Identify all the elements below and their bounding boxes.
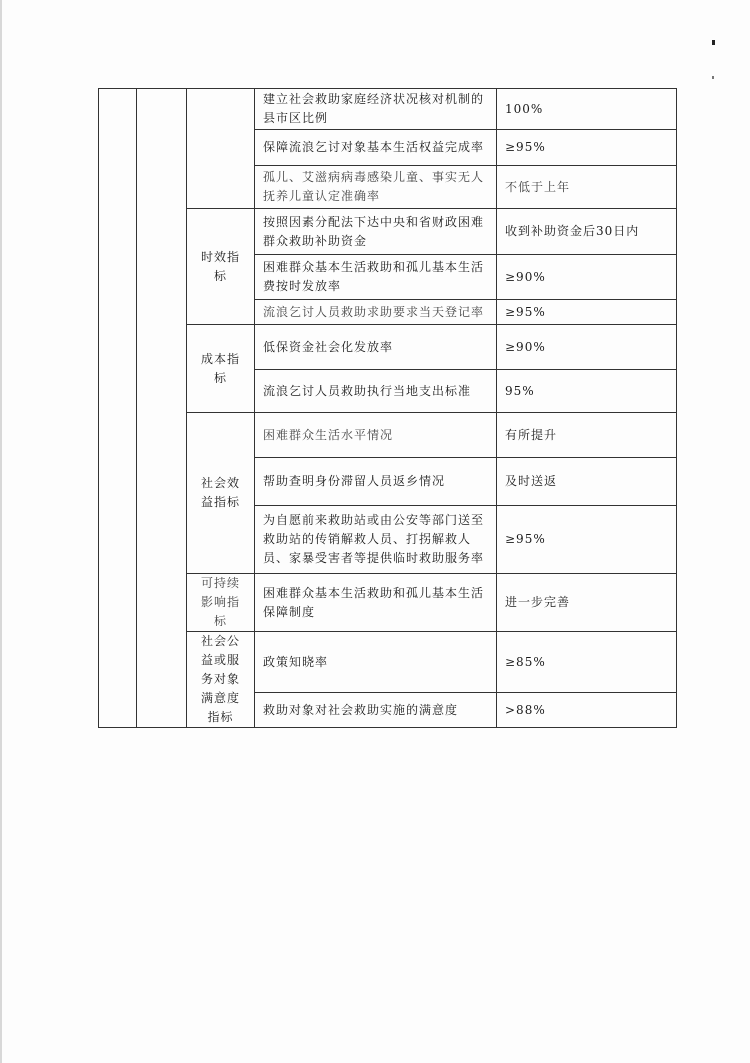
category-cell-continued: [187, 89, 255, 209]
value-cell: ≥85%: [497, 632, 677, 693]
indicator-cell: 按照因素分配法下达中央和省财政困难群众救助补助资金: [255, 209, 497, 255]
value-cell: 收到补助资金后30日内: [497, 209, 677, 255]
indicator-cell: 救助对象对社会救助实施的满意度: [255, 693, 497, 728]
indicator-cell: 困难群众生活水平情况: [255, 413, 497, 458]
value-cell: ≥90%: [497, 255, 677, 300]
category-cell-cost: 成本指标: [187, 325, 255, 413]
value-cell: 不低于上年: [497, 166, 677, 209]
performance-indicator-table: [98, 88, 677, 728]
category-cell-satisfaction: 社会公益或服务对象满意度指标: [187, 632, 255, 728]
table-row: [99, 89, 677, 130]
scan-edge-line: [0, 0, 2, 1063]
indicator-cell: 建立社会救助家庭经济状况核对机制的县市区比例: [255, 89, 497, 130]
indicator-cell: 困难群众基本生活救助和孤儿基本生活费按时发放率: [255, 255, 497, 300]
indicator-cell: 困难群众基本生活救助和孤儿基本生活保障制度: [255, 574, 497, 632]
indicator-cell: 孤儿、艾滋病病毒感染儿童、事实无人抚养儿童认定准确率: [255, 166, 497, 209]
indicator-cell: 为自愿前来救助站或由公安等部门送至救助站的传销解救人员、打拐解救人员、家暴受害者等提供临时救助服务率: [255, 506, 497, 574]
category-cell-sustainability: 可持续影响指标: [187, 574, 255, 632]
indicator-cell: 流浪乞讨人员救助执行当地支出标准: [255, 370, 497, 413]
scan-speck-mark-small: [712, 76, 714, 79]
blank-first-level-cell: [99, 89, 137, 728]
value-cell: ≥95%: [497, 506, 677, 574]
value-cell: 95%: [497, 370, 677, 413]
value-cell: ≥90%: [497, 325, 677, 370]
value-cell: >88%: [497, 693, 677, 728]
indicator-cell: 低保资金社会化发放率: [255, 325, 497, 370]
value-cell: 及时送返: [497, 458, 677, 506]
indicator-cell: 保障流浪乞讨对象基本生活权益完成率: [255, 130, 497, 166]
category-cell-timeliness: 时效指标: [187, 209, 255, 325]
value-cell: 100%: [497, 89, 677, 130]
category-cell-social-benefit: 社会效益指标: [187, 413, 255, 574]
indicator-cell: 流浪乞讨人员救助求助要求当天登记率: [255, 300, 497, 325]
value-cell: 进一步完善: [497, 574, 677, 632]
scan-speck-mark: [712, 40, 715, 45]
value-cell: ≥95%: [497, 300, 677, 325]
blank-second-level-cell: [137, 89, 187, 728]
indicator-cell: 帮助查明身份滞留人员返乡情况: [255, 458, 497, 506]
value-cell: 有所提升: [497, 413, 677, 458]
indicator-cell: 政策知晓率: [255, 632, 497, 693]
value-cell: ≥95%: [497, 130, 677, 166]
